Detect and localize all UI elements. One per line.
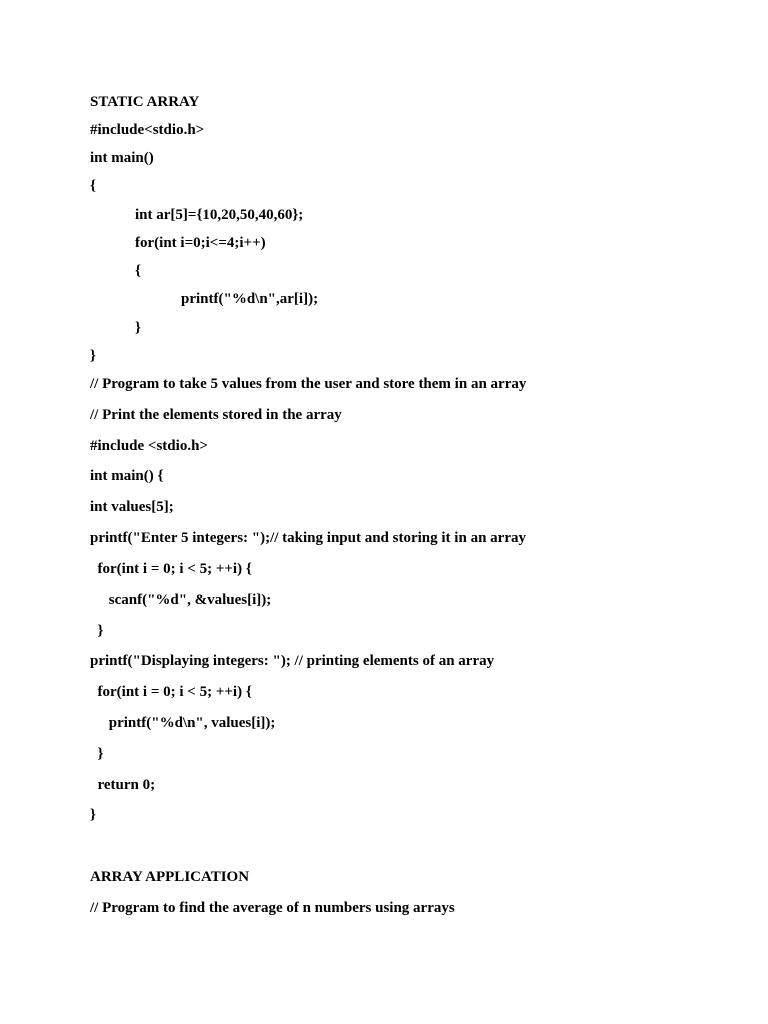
code-line: int main() { bbox=[90, 468, 164, 484]
code-line: printf("%d\n",ar[i]); bbox=[181, 291, 319, 307]
section-heading-array-application: ARRAY APPLICATION bbox=[90, 869, 250, 885]
code-line: } bbox=[90, 807, 96, 823]
code-line: for(int i=0;i<=4;i++) bbox=[135, 235, 266, 251]
code-line: printf("Enter 5 integers: ");// taking input and storing it in an array bbox=[90, 530, 526, 546]
code-line: scanf("%d", &values[i]); bbox=[90, 592, 272, 608]
code-comment-line: // Program to take 5 values from the user and store them in an array bbox=[90, 376, 527, 392]
code-line: printf("%d\n", values[i]); bbox=[90, 715, 276, 731]
code-line: { bbox=[135, 263, 141, 279]
code-line: int ar[5]={10,20,50,40,60}; bbox=[135, 207, 304, 223]
code-line: for(int i = 0; i < 5; ++i) { bbox=[90, 684, 252, 700]
code-line: } bbox=[90, 623, 104, 639]
code-line: printf("Displaying integers: "); // printing elements of an array bbox=[90, 653, 495, 669]
code-line: } bbox=[135, 320, 141, 336]
code-line: } bbox=[90, 348, 96, 364]
code-line: for(int i = 0; i < 5; ++i) { bbox=[90, 561, 252, 577]
code-line: } bbox=[90, 746, 104, 762]
code-line: #include<stdio.h> bbox=[90, 122, 205, 138]
code-line: int values[5]; bbox=[90, 499, 174, 515]
code-comment-line: // Print the elements stored in the array bbox=[90, 407, 342, 423]
code-line: int main() bbox=[90, 150, 154, 166]
section-heading-static-array: STATIC ARRAY bbox=[90, 94, 200, 110]
code-line: #include <stdio.h> bbox=[90, 438, 208, 454]
code-comment-line: // Program to find the average of n numbers using arrays bbox=[90, 900, 455, 916]
code-line: return 0; bbox=[90, 777, 156, 793]
code-line: { bbox=[90, 178, 96, 194]
